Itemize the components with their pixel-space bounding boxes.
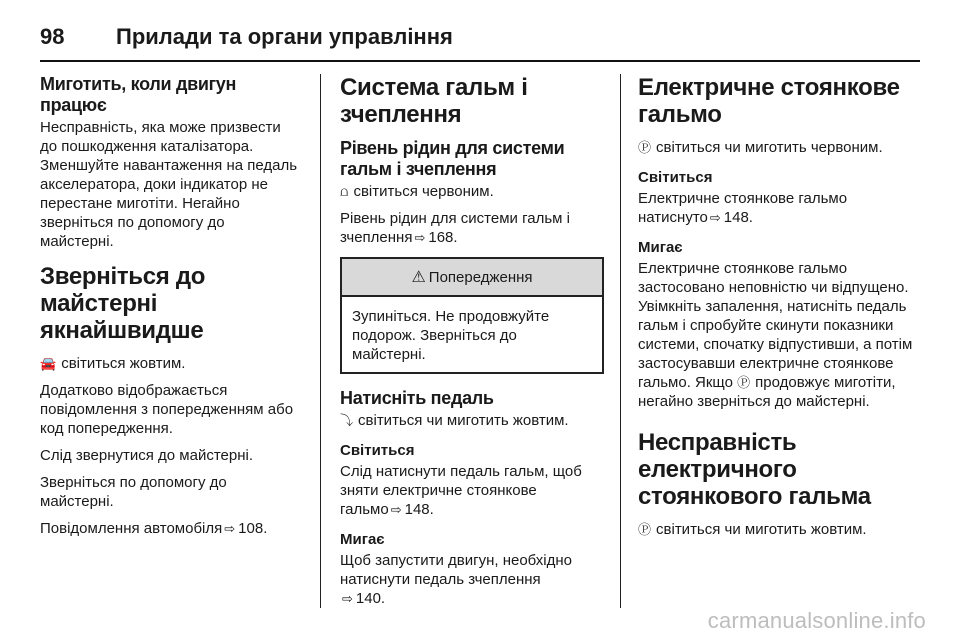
reference-arrow-icon: ⇨ [709, 210, 721, 225]
paragraph-contact: Слід звернутися до майстерні. [40, 447, 253, 464]
warning-title: Попередження [428, 268, 533, 286]
column-divider-2 [620, 74, 621, 608]
reference-arrow-icon: ⇨ [414, 230, 426, 245]
section-heading-flashing: Миготить, коли двигун працює [40, 74, 237, 115]
paragraph-partial: Електричне стоянкове гальмо застосовано неповністю чи відпущено. Увімкніть запалення, натисніть педаль гальм і спробуйте скинути показники системи, спочатку відпустивши, а потім застосувавши електричне стоянкове гальмо. Якщо Ⓟ продовжує миготіти, негайно зверніться до майстерні. [638, 260, 913, 410]
subheading-flashing: Мигає [340, 531, 385, 548]
parking-brake-icon: Ⓟ [737, 375, 751, 390]
parking-fault-icon: Ⓟ [638, 522, 652, 537]
paragraph-additional: Додатково відображається повідомлення з попередженням або код попередження. [40, 382, 294, 437]
page-ref-link[interactable]: 168. [428, 229, 458, 246]
reference-arrow-icon: ⇨ [342, 591, 353, 606]
page-ref-link[interactable]: 108. [238, 520, 268, 537]
page-header [40, 14, 920, 60]
column-divider-1 [320, 74, 321, 608]
indicator-line-parking-fault: Ⓟ світиться чи миготить жовтим. [638, 521, 867, 538]
page-ref-link[interactable]: 148. [723, 209, 753, 226]
subheading-press-pedal: Натисніть педаль [340, 388, 494, 408]
page-ref-link[interactable]: 148. [404, 501, 434, 518]
brake-fluid-icon: ⩍ [340, 184, 349, 199]
indicator-line-parking: Ⓟ світиться чи миготить червоним. [638, 139, 883, 156]
reference-arrow-icon: ⇨ [224, 521, 236, 536]
section-heading-parking-brake: Електричне стоянкове гальмо [638, 74, 900, 128]
column-1 [40, 74, 302, 546]
paragraph-catalyst: Несправність, яка може призвести до пошкодження каталізатора. Зменшуйте навантаження на педаль акселератора, доки індикатор не перестане миготіти. Негайно зверніться по допомогу до майстерні. [40, 119, 298, 250]
header-rule [40, 60, 920, 62]
indicator-line-service: 🚘 світиться жовтим. [40, 355, 186, 372]
column-3 [638, 74, 920, 547]
subheading-fluid-level: Рівень рідин для системи гальм і зчеплення [340, 138, 565, 179]
watermark: carmanualsonline.info [707, 608, 926, 633]
warning-body: Зупиніться. Не продовжуйте подорож. Зверніться до майстерні. [352, 308, 550, 363]
indicator-line-pedal: ⤵ світиться чи миготить жовтим. [340, 412, 569, 429]
warning-header [342, 259, 602, 297]
section-heading-parking-fault: Несправність електричного стоянкового гальма [638, 429, 871, 510]
paragraph-brake-pedal: Слід натиснути педаль гальм, щоб зняти електричне стоянкове гальмо ⇨ 148. [340, 463, 582, 518]
page-title: Прилади та органи управління [116, 24, 453, 49]
warning-box [340, 257, 604, 374]
paragraph-vehicle-messages: Повідомлення автомобіля ⇨ 108. [40, 520, 268, 537]
page-ref-link[interactable]: 140. [355, 590, 386, 607]
service-car-icon: 🚘 [40, 356, 57, 371]
subheading-lit: Світиться [340, 442, 415, 459]
pedal-icon: ⤵ [340, 413, 354, 428]
section-heading-brake-system: Система гальм і зчеплення [340, 74, 528, 128]
section-heading-workshop: Зверніться до майстерні якнайшвидше [40, 263, 206, 344]
paragraph-fluid-ref: Рівень рідин для системи гальм і зчеплення ⇨ 168. [340, 210, 570, 246]
paragraph-clutch: Щоб запустити двигун, необхідно натиснути педаль зчеплення ⇨ 140. [340, 552, 572, 607]
warning-triangle-icon: ⚠ [411, 269, 426, 286]
column-2 [340, 74, 604, 616]
paragraph-help: Зверніться по допомогу до майстерні. [40, 474, 227, 510]
page-number: 98 [40, 24, 65, 49]
parking-brake-icon: Ⓟ [638, 140, 652, 155]
subheading-flashing: Мигає [638, 239, 683, 256]
paragraph-applied: Електричне стоянкове гальмо натиснуто ⇨ 148. [638, 190, 848, 226]
reference-arrow-icon: ⇨ [390, 502, 402, 517]
subheading-lit: Світиться [638, 169, 713, 186]
indicator-line-fluid: ⩍ світиться червоним. [340, 183, 494, 200]
